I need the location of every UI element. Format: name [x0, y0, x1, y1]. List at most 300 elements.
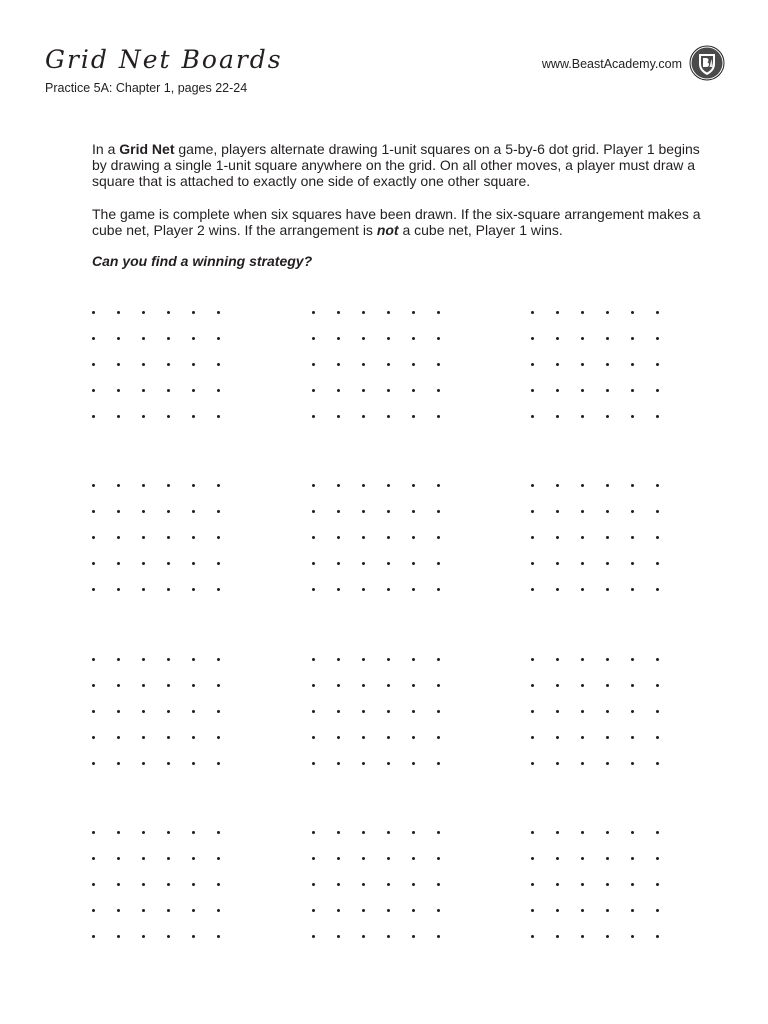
dot-grid-board[interactable]: [531, 484, 671, 599]
grid-dot: [167, 562, 170, 565]
grid-dot: [167, 736, 170, 739]
grid-dot: [412, 536, 415, 539]
grid-dot: [312, 415, 315, 418]
grid-dot: [656, 909, 659, 912]
grid-dot: [606, 883, 609, 886]
grid-dot: [387, 710, 390, 713]
grid-dot: [412, 337, 415, 340]
grid-dot: [531, 736, 534, 739]
grid-dot: [531, 710, 534, 713]
dot-grid-board[interactable]: [312, 484, 452, 599]
grid-dot: [337, 684, 340, 687]
grid-dot: [412, 389, 415, 392]
dot-grid-board[interactable]: [92, 658, 232, 773]
grid-dot: [437, 484, 440, 487]
grid-dot: [387, 588, 390, 591]
grid-dot: [337, 909, 340, 912]
grid-dot: [412, 562, 415, 565]
grid-dot: [192, 831, 195, 834]
grid-dot: [362, 389, 365, 392]
grid-dot: [312, 536, 315, 539]
grid-dot: [217, 363, 220, 366]
grid-dot: [387, 658, 390, 661]
grid-dot: [581, 588, 584, 591]
grid-dot: [437, 588, 440, 591]
grid-dot: [531, 510, 534, 513]
grid-dot: [217, 484, 220, 487]
grid-dot: [192, 389, 195, 392]
grid-dot: [531, 857, 534, 860]
grid-dot: [217, 857, 220, 860]
grid-dot: [437, 562, 440, 565]
grid-dot: [192, 484, 195, 487]
grid-dot: [217, 736, 220, 739]
grid-dot: [337, 337, 340, 340]
grid-dot: [362, 909, 365, 912]
grid-dot: [117, 831, 120, 834]
grid-dot: [556, 311, 559, 314]
grid-dot: [387, 337, 390, 340]
grid-dot: [217, 311, 220, 314]
grid-dot: [606, 484, 609, 487]
grid-dot: [581, 311, 584, 314]
grid-dot: [437, 935, 440, 938]
grid-dot: [117, 311, 120, 314]
grid-dot: [217, 831, 220, 834]
dot-grid-board[interactable]: [312, 831, 452, 946]
grid-dot: [117, 857, 120, 860]
rules-paragraph: In a Grid Net game, players alternate drawing 1-unit squares on a 5-by-6 dot grid. Player 1 begins by drawing a single 1-unit square anywhere on the grid. On all other moves, a player must draw a square that is attached to exactly one side of exactly one other square.: [92, 141, 700, 189]
grid-dot: [556, 389, 559, 392]
grid-dot: [337, 484, 340, 487]
grid-dot: [606, 337, 609, 340]
grid-dot: [117, 484, 120, 487]
grid-dot: [412, 710, 415, 713]
grid-dot: [117, 510, 120, 513]
grid-dot: [312, 337, 315, 340]
grid-dot: [631, 909, 634, 912]
grid-dot: [192, 588, 195, 591]
grid-dot: [217, 588, 220, 591]
grid-dot: [92, 710, 95, 713]
grid-dot: [656, 510, 659, 513]
grid-dot: [312, 909, 315, 912]
grid-dot: [437, 510, 440, 513]
grid-dot: [92, 762, 95, 765]
grid-dot: [92, 935, 95, 938]
dot-grid-board[interactable]: [92, 311, 232, 426]
grid-dot: [606, 857, 609, 860]
grid-dot: [581, 484, 584, 487]
grid-dot: [337, 389, 340, 392]
website-url: www.BeastAcademy.com: [541, 57, 682, 71]
grid-dot: [337, 883, 340, 886]
grid-dot: [312, 831, 315, 834]
grid-dot: [142, 658, 145, 661]
grid-dot: [142, 831, 145, 834]
grid-dot: [581, 762, 584, 765]
grid-dot: [581, 536, 584, 539]
grid-dot: [387, 736, 390, 739]
grid-dot: [531, 684, 534, 687]
grid-dot: [142, 883, 145, 886]
grid-dot: [117, 588, 120, 591]
grid-dot: [631, 762, 634, 765]
grid-dot: [437, 658, 440, 661]
grid-dot: [117, 762, 120, 765]
grid-dot: [412, 415, 415, 418]
grid-dot: [631, 562, 634, 565]
grid-dot: [167, 762, 170, 765]
grid-dot: [167, 337, 170, 340]
grid-dot: [92, 562, 95, 565]
grid-dot: [312, 484, 315, 487]
grid-dot: [92, 831, 95, 834]
grid-dot: [167, 510, 170, 513]
grid-dot: [606, 510, 609, 513]
grid-dot: [362, 536, 365, 539]
grid-dot: [531, 831, 534, 834]
grid-dot: [142, 337, 145, 340]
grid-dot: [581, 857, 584, 860]
grid-dot: [412, 909, 415, 912]
grid-dot: [412, 311, 415, 314]
grid-dot: [531, 935, 534, 938]
grid-dot: [556, 658, 559, 661]
grid-dot: [437, 909, 440, 912]
grid-dot: [531, 389, 534, 392]
grid-dot: [437, 311, 440, 314]
grid-dot: [387, 484, 390, 487]
grid-dot: [217, 337, 220, 340]
grid-dot: [606, 684, 609, 687]
grid-dot: [531, 883, 534, 886]
grid-dot: [312, 762, 315, 765]
grid-dot: [92, 883, 95, 886]
grid-dot: [556, 857, 559, 860]
grid-dot: [217, 562, 220, 565]
dot-grid-board[interactable]: [531, 658, 671, 773]
grid-dot: [606, 935, 609, 938]
grid-dot: [531, 536, 534, 539]
grid-dot: [312, 588, 315, 591]
grid-dot: [217, 510, 220, 513]
grid-dot: [412, 762, 415, 765]
grid-dot: [606, 831, 609, 834]
grid-dot: [631, 337, 634, 340]
grid-dot: [556, 736, 559, 739]
grid-dot: [656, 588, 659, 591]
grid-dot: [337, 857, 340, 860]
grid-dot: [581, 658, 584, 661]
grid-dot: [312, 883, 315, 886]
grid-dot: [117, 710, 120, 713]
grid-dot: [142, 684, 145, 687]
grid-dot: [92, 536, 95, 539]
dot-grid-board[interactable]: [531, 831, 671, 946]
instructions: [92, 141, 714, 269]
grid-dot: [217, 883, 220, 886]
beast-academy-shield-logo-icon: [689, 45, 725, 81]
grid-dot: [217, 415, 220, 418]
grid-dot: [337, 311, 340, 314]
grid-dot: [631, 363, 634, 366]
grid-dot: [531, 311, 534, 314]
grid-dot: [606, 311, 609, 314]
grid-dot: [362, 658, 365, 661]
grid-dot: [167, 536, 170, 539]
grid-dot: [606, 762, 609, 765]
grid-dot: [437, 857, 440, 860]
grid-dot: [606, 710, 609, 713]
grid-dot: [656, 883, 659, 886]
grid-dot: [656, 337, 659, 340]
grid-dot: [581, 710, 584, 713]
grid-dot: [92, 337, 95, 340]
grid-dot: [656, 536, 659, 539]
grid-dot: [437, 536, 440, 539]
dot-grid-board[interactable]: [312, 658, 452, 773]
grid-dot: [556, 337, 559, 340]
grid-dot: [92, 684, 95, 687]
grid-dot: [142, 562, 145, 565]
grid-dot: [656, 415, 659, 418]
grid-dot: [192, 883, 195, 886]
grid-dot: [387, 909, 390, 912]
dot-grid-board[interactable]: [531, 311, 671, 426]
grid-dot: [412, 658, 415, 661]
grid-dot: [556, 909, 559, 912]
grid-dot: [312, 736, 315, 739]
grid-dot: [117, 883, 120, 886]
grid-dot: [217, 658, 220, 661]
grid-dot: [362, 857, 365, 860]
grid-dot: [142, 415, 145, 418]
grid-dot: [656, 710, 659, 713]
grid-dot: [142, 710, 145, 713]
grid-dot: [531, 337, 534, 340]
grid-dot: [117, 536, 120, 539]
grid-dot: [556, 935, 559, 938]
grid-dot: [387, 510, 390, 513]
grid-dot: [631, 588, 634, 591]
grid-dot: [437, 684, 440, 687]
grid-dot: [362, 883, 365, 886]
grid-dot: [337, 736, 340, 739]
grid-dot: [581, 363, 584, 366]
grid-dot: [142, 909, 145, 912]
dot-grid-board[interactable]: [312, 311, 452, 426]
grid-dot: [167, 415, 170, 418]
grid-dot: [142, 389, 145, 392]
grid-dot: [192, 510, 195, 513]
grid-dot: [531, 762, 534, 765]
grid-dot: [312, 363, 315, 366]
grid-dot: [412, 684, 415, 687]
grid-dot: [142, 935, 145, 938]
grid-dot: [631, 831, 634, 834]
grid-dot: [362, 484, 365, 487]
grid-dot: [167, 389, 170, 392]
grid-dot: [117, 658, 120, 661]
grid-dot: [606, 389, 609, 392]
grid-dot: [656, 389, 659, 392]
grid-dot: [606, 909, 609, 912]
game-name: Grid Net: [119, 141, 175, 157]
grid-dot: [92, 909, 95, 912]
grid-dot: [337, 710, 340, 713]
grid-dot: [142, 588, 145, 591]
grid-dot: [142, 857, 145, 860]
grid-dot: [167, 658, 170, 661]
grid-dot: [142, 762, 145, 765]
grid-dot: [556, 831, 559, 834]
grid-dot: [312, 562, 315, 565]
grid-dot: [217, 684, 220, 687]
grid-dot: [631, 935, 634, 938]
grid-dot: [437, 831, 440, 834]
grid-dot: [312, 935, 315, 938]
grid-dot: [142, 363, 145, 366]
grid-dot: [656, 684, 659, 687]
grid-dot: [531, 415, 534, 418]
grid-dot: [556, 415, 559, 418]
grid-dot: [92, 311, 95, 314]
grid-dot: [556, 588, 559, 591]
grid-dot: [217, 762, 220, 765]
grid-dot: [631, 684, 634, 687]
grid-dot: [117, 363, 120, 366]
grid-dot: [92, 510, 95, 513]
grid-dot: [192, 710, 195, 713]
grid-dot: [581, 389, 584, 392]
grid-dot: [337, 536, 340, 539]
grid-dot: [192, 311, 195, 314]
grid-dot: [192, 762, 195, 765]
grid-dot: [556, 363, 559, 366]
grid-dot: [312, 311, 315, 314]
grid-dot: [362, 736, 365, 739]
grid-dot: [142, 311, 145, 314]
grid-dot: [362, 510, 365, 513]
grid-dot: [412, 736, 415, 739]
grid-dot: [92, 588, 95, 591]
grid-dot: [192, 337, 195, 340]
grid-dot: [117, 684, 120, 687]
grid-dot: [192, 363, 195, 366]
grid-dot: [656, 857, 659, 860]
emphasis-not: not: [376, 222, 399, 238]
grid-dot: [387, 536, 390, 539]
grid-dot: [581, 562, 584, 565]
grid-dot: [631, 857, 634, 860]
grid-dot: [581, 831, 584, 834]
grid-dot: [556, 562, 559, 565]
grid-dot: [362, 710, 365, 713]
grid-dot: [631, 311, 634, 314]
grid-dot: [387, 935, 390, 938]
grid-dot: [92, 363, 95, 366]
grid-dot: [606, 536, 609, 539]
grid-dot: [337, 588, 340, 591]
grid-dot: [387, 857, 390, 860]
grid-dot: [656, 831, 659, 834]
grid-dot: [656, 935, 659, 938]
grid-dot: [337, 415, 340, 418]
grid-dot: [437, 337, 440, 340]
grid-dot: [217, 389, 220, 392]
grid-dot: [656, 762, 659, 765]
dot-grid-board[interactable]: [92, 484, 232, 599]
grid-dot: [167, 909, 170, 912]
grid-dot: [167, 363, 170, 366]
grid-dot: [167, 857, 170, 860]
grid-dot: [312, 510, 315, 513]
grid-dot: [581, 684, 584, 687]
grid-dot: [192, 684, 195, 687]
win-condition-paragraph: The game is complete when six squares have been drawn. If the six-square arrangement makes a cube net, Player 2 wins. If the arrangement is not a cube net, Player 1 wins.: [92, 206, 701, 238]
grid-dot: [631, 658, 634, 661]
grid-dot: [412, 883, 415, 886]
practice-subtitle: Practice 5A: Chapter 1, pages 22-24: [45, 81, 248, 95]
grid-dot: [167, 831, 170, 834]
grid-dot: [437, 736, 440, 739]
grid-dot: [142, 536, 145, 539]
grid-dot: [437, 415, 440, 418]
grid-dot: [581, 736, 584, 739]
grid-dot: [312, 389, 315, 392]
grid-dot: [606, 588, 609, 591]
grid-dot: [412, 588, 415, 591]
grid-dot: [117, 389, 120, 392]
strategy-question: Can you find a winning strategy?: [92, 253, 313, 269]
grid-dot: [581, 337, 584, 340]
grid-dot: [362, 935, 365, 938]
grid-dot: [192, 562, 195, 565]
grid-dot: [412, 363, 415, 366]
grid-dot: [117, 337, 120, 340]
grid-dot: [192, 536, 195, 539]
grid-dot: [631, 510, 634, 513]
grid-dot: [337, 935, 340, 938]
grid-dot: [92, 857, 95, 860]
grid-dot: [412, 831, 415, 834]
dot-grid-board[interactable]: [92, 831, 232, 946]
grid-dot: [217, 710, 220, 713]
grid-dot: [337, 831, 340, 834]
grid-dot: [362, 684, 365, 687]
grid-dot: [192, 909, 195, 912]
grid-dot: [92, 484, 95, 487]
grid-dot: [167, 311, 170, 314]
grid-dot: [556, 684, 559, 687]
grid-dot: [531, 363, 534, 366]
grid-dot: [217, 536, 220, 539]
grid-dot: [437, 363, 440, 366]
grid-dot: [167, 588, 170, 591]
grid-dot: [631, 536, 634, 539]
grid-dot: [412, 935, 415, 938]
grid-dot: [337, 762, 340, 765]
grid-dot: [92, 415, 95, 418]
grid-dot: [362, 588, 365, 591]
grid-dot: [631, 389, 634, 392]
grid-dot: [337, 658, 340, 661]
grid-dot: [362, 762, 365, 765]
grid-dot: [581, 935, 584, 938]
grid-dot: [437, 389, 440, 392]
grid-dot: [92, 389, 95, 392]
